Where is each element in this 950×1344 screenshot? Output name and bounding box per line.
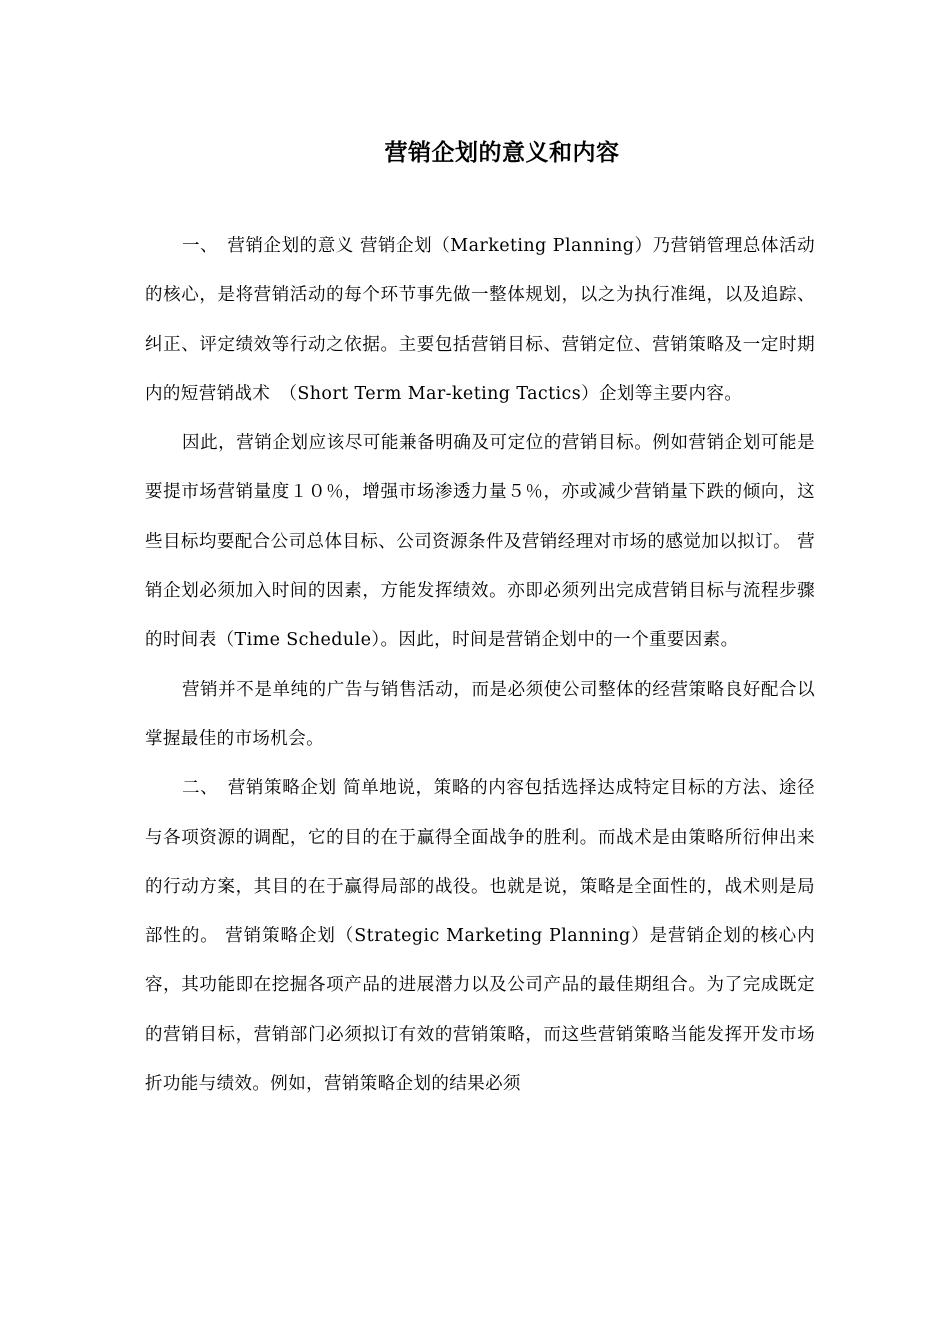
paragraph-strategy-planning: 二、 营销策略企划 简单地说，策略的内容包括选择达成特定目标的方法、途径与各项资源的调配，它的目的在于赢得全面战争的胜利。而战术是由策略所衍伸出来的行动方案，其目的在于赢得局部的战役。也就是说，策略是全面性的，战术则是局部性的。 营销策略企划（Strategic Marketing Planning）是营销企划的核心内容，其功能即在挖掘各项产品的进展潜力以及公司产品的最佳期组合。为了完成既定的营销目标，营销部门必须拟订有效的营销策略，而这些营销策略当能发挥开发市场折功能与绩效。例如，营销策略企划的结果必须	[145, 778, 815, 1095]
paragraph-marketing-objectives: 因此，营销企划应该尽可能兼备明确及可定位的营销目标。例如营销企划可能是要提市场营销量度１０％，增强市场渗透力量５％，亦或减少营销量下跌的倾向，这些目标均要配合公司总体目标、公司资源条件及营销经理对市场的感觉加以拟订。 营销企划必须加入时间的因素，方能发挥绩效。亦即必须列出完成营销目标与流程步骤的时间表（Time Schedule）。因此，时间是营销企划中的一个重要因素。	[145, 433, 815, 651]
paragraph-marketing-planning-meaning: 一、 营销企划的意义 营销企划（Marketing Planning）乃营销管理总体活动的核心，是将营销活动的每个环节事先做一整体规划，以之为执行准绳，以及追踪、纠正、评定绩效等行动之依据。主要包括营销目标、营销定位、营销策略及一定时期内的短营销战术 （Short Term Mar-keting Tactics）企划等主要内容。	[145, 236, 815, 404]
document-body	[145, 222, 815, 1109]
paragraph-marketing-vs-advertising: 营销并不是单纯的广告与销售活动，而是必须使公司整体的经营策略良好配合以掌握最佳的市场机会。	[145, 679, 815, 749]
document-title: 营销企划的意义和内容	[384, 139, 620, 166]
